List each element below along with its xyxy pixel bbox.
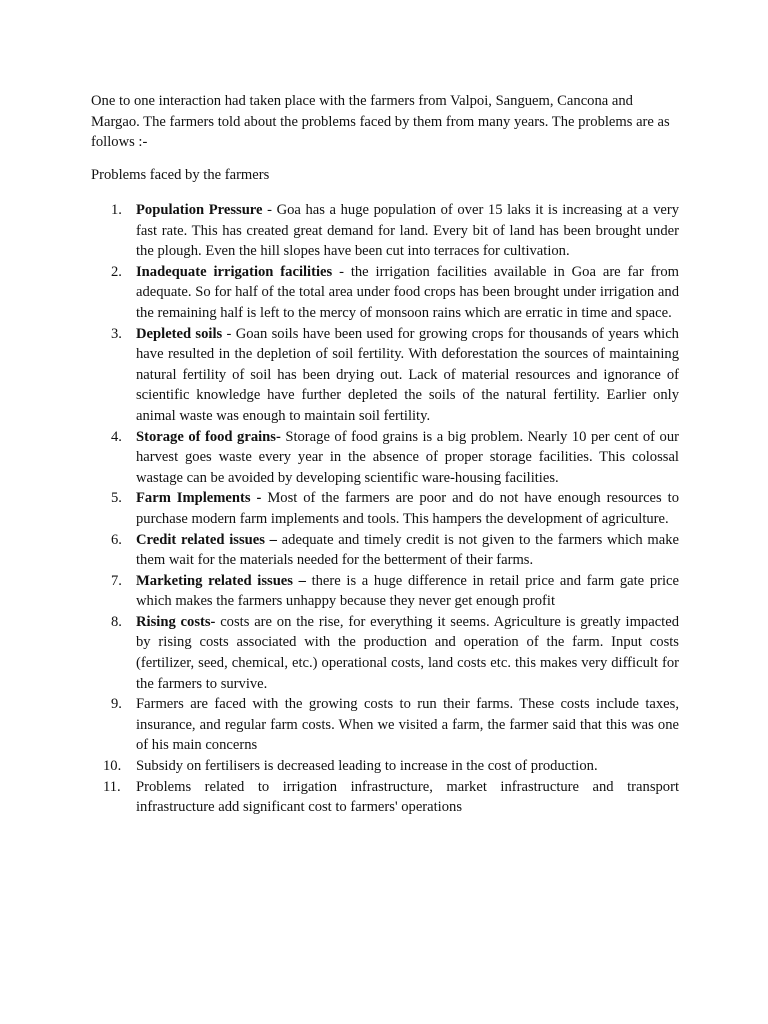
list-item-body: costs are on the rise, for everything it seems. Agriculture is greatly impacted by rising costs associated with the production and operation of the farm. Input costs (fertilizer, seed, chemical, etc.) operational costs, land costs etc. this makes very difficult for the farmers to survive.: [136, 613, 680, 692]
list-item-text: [136, 530, 679, 571]
list-item-3: [91, 324, 679, 427]
list-item-title: Rising costs-: [136, 613, 216, 630]
list-item-11: [91, 777, 679, 818]
list-item-body: Most of the farmers are poor and do not have enough resources to purchase modern farm implements and tools. This hampers the development of agriculture.: [136, 490, 679, 527]
list-item-number: 4.: [111, 428, 122, 445]
list-item-body: Farmers are faced with the growing costs to run their farms. These costs include taxes, insurance, and regular farm costs. When we visited a farm, the farmer said that this was one of his main concerns: [136, 696, 679, 754]
intro-paragraph: One to one interaction had taken place with the farmers from Valpoi, Sanguem, Cancona and Margao. The farmers told about the problems faced by them from many years. The problems are as follows :-: [91, 93, 670, 151]
list-item-text: [136, 694, 679, 756]
list-item-10: [91, 756, 679, 777]
list-item-body: Storage of food grains is a big problem. Nearly 10 per cent of our harvest goes waste every year in the absence of proper storage facilities. This colossal wastage can be avoided by developing scientific ware-housing facilities.: [136, 428, 679, 486]
list-item-text: [136, 200, 679, 262]
list-item-title: Credit related issues –: [136, 531, 277, 548]
list-item-title: Storage of food grains-: [136, 428, 281, 445]
list-item-body: Problems related to irrigation infrastructure, market infrastructure and transport infrastructure add significant cost to farmers' operations: [136, 778, 679, 816]
list-item-text: [136, 324, 679, 427]
list-item-5: [91, 488, 679, 529]
list-item-number: 1.: [111, 202, 122, 218]
list-item-number: 7.: [111, 572, 122, 589]
list-item-text: [136, 427, 679, 489]
list-item-number: 11.: [103, 778, 121, 795]
list-item-title: Inadequate irrigation facilities: [136, 263, 333, 280]
list-item-title: Marketing related issues –: [136, 572, 306, 589]
list-item-text: [136, 612, 679, 694]
list-item-9: [91, 694, 679, 756]
list-item-number: 8.: [111, 613, 122, 630]
list-item-8: [91, 612, 679, 694]
list-item-title: Farm Implements -: [136, 490, 262, 507]
list-item-number: 2.: [111, 263, 122, 280]
list-item-text: [136, 262, 679, 324]
list-item-title: Depleted soils: [136, 325, 223, 342]
list-item-2: [91, 262, 679, 324]
list-item-6: [91, 530, 679, 571]
list-item-body: there is a huge difference in retail price and farm gate price which makes the farmers unhappy because they never get enough profit: [136, 572, 679, 610]
list-item-number: 6.: [111, 531, 122, 548]
list-item-body: - Goan soils have been used for growing crops for thousands of years which have resulted in the depletion of soil fertility. With deforestation the sources of maintaining natural fertility of soil has been drying out. Lack of material resources and ignorance of scientific knowledge have further depleted the soils of the natural fertility. Earlier only animal waste was enough to maintain soil fertility.: [136, 325, 679, 424]
list-item-body: adequate and timely credit is not given to the farmers which make them wait for the materials needed for the betterment of their farms.: [136, 531, 680, 569]
list-item-number: 10.: [103, 758, 122, 775]
list-item-text: [136, 488, 679, 529]
list-item-body: - Goa has a huge population of over 15 laks it is increasing at a very fast rate. This has created great demand for land. Every bit of land has been brought under the plough. Even the hill slopes have been cut into terraces for cultivation.: [136, 202, 679, 260]
list-item-text: [136, 756, 679, 777]
list-item-4: [91, 427, 679, 489]
list-item-number: 9.: [111, 696, 122, 713]
list-item-1: [91, 200, 679, 262]
list-item-7: [91, 571, 679, 612]
list-item-number: 3.: [111, 325, 122, 342]
list-item-body: - the irrigation facilities available in Goa are far from adequate. So for half of the total area under food crops has been brought under irrigation and the remaining half is left to the mercy of monsoon rains which are erratic in time and space.: [136, 263, 679, 321]
list-item-number: 5.: [111, 490, 122, 507]
list-item-text: [136, 571, 679, 612]
list-item-text: [136, 777, 679, 818]
section-title: Problems faced by the farmers: [91, 167, 270, 183]
list-item-body: Subsidy on fertilisers is decreased leading to increase in the cost of production.: [136, 758, 598, 775]
problem-list: [91, 200, 679, 818]
list-item-title: Population Pressure: [136, 202, 263, 218]
